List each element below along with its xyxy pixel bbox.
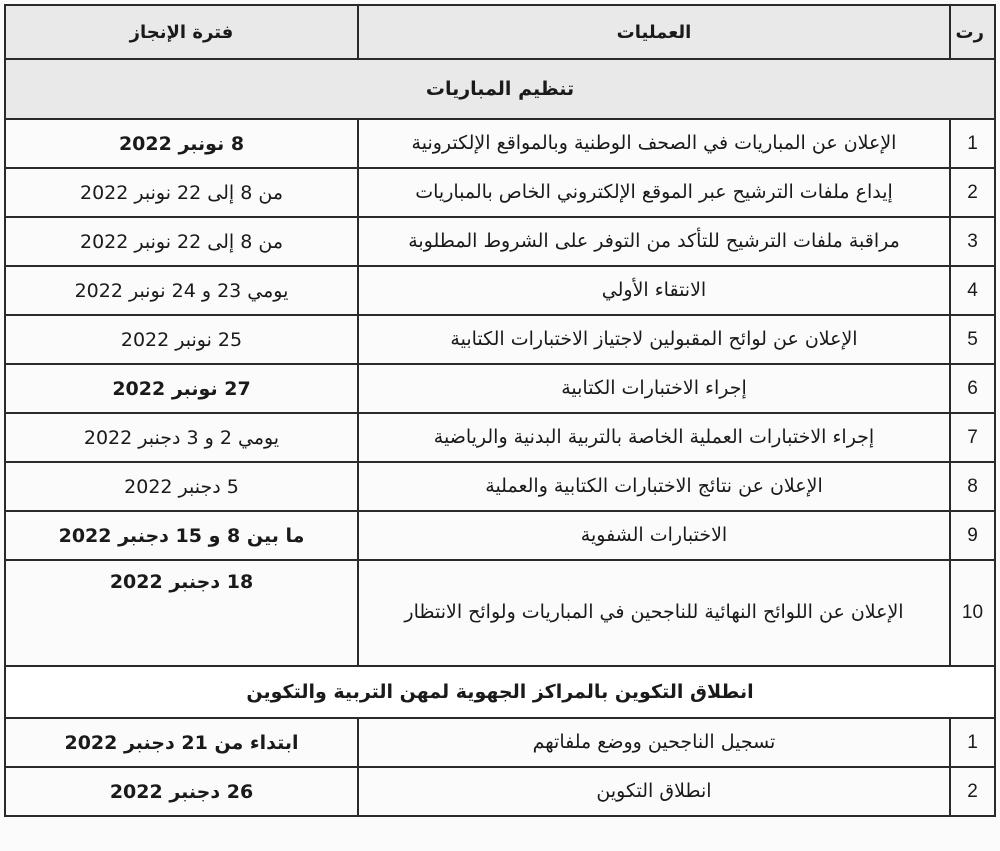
table-row: [5, 364, 995, 413]
section-title-row: [5, 59, 995, 119]
row-operation: تسجيل الناجحين ووضع ملفاتهم: [358, 718, 950, 767]
table-row: [5, 718, 995, 767]
table-row: [5, 217, 995, 266]
row-number: 8: [950, 462, 995, 511]
row-operation: إجراء الاختبارات العملية الخاصة بالتربية البدنية والرياضية: [358, 413, 950, 462]
table-row: [5, 119, 995, 168]
row-number: 10: [950, 560, 995, 666]
row-period: 18 دجنبر 2022: [5, 560, 358, 666]
section-title-row: [5, 666, 995, 718]
row-number: 9: [950, 511, 995, 560]
row-period: 5 دجنبر 2022: [5, 462, 358, 511]
row-period: يومي 2 و 3 دجنبر 2022: [5, 413, 358, 462]
header-operations: العمليات: [358, 5, 950, 59]
row-operation: الإعلان عن لوائح المقبولين لاجتياز الاختبارات الكتابية: [358, 315, 950, 364]
row-number: 3: [950, 217, 995, 266]
row-operation: الإعلان عن اللوائح النهائية للناجحين في المباريات ولوائح الانتظار: [358, 560, 950, 666]
row-operation: مراقبة ملفات الترشيح للتأكد من التوفر على الشروط المطلوبة: [358, 217, 950, 266]
table-row: [5, 511, 995, 560]
row-operation: انطلاق التكوين: [358, 767, 950, 816]
table-row: [5, 767, 995, 816]
table-row: [5, 168, 995, 217]
header-number: رت: [950, 5, 995, 59]
table-row: [5, 266, 995, 315]
row-operation: الإعلان عن نتائج الاختبارات الكتابية والعملية: [358, 462, 950, 511]
header-row: [5, 5, 995, 59]
table-row: [5, 315, 995, 364]
row-period: 26 دجنبر 2022: [5, 767, 358, 816]
header-period: فترة الإنجاز: [5, 5, 358, 59]
row-operation: إيداع ملفات الترشيح عبر الموقع الإلكتروني الخاص بالمباريات: [358, 168, 950, 217]
row-number: 5: [950, 315, 995, 364]
table-row: [5, 413, 995, 462]
row-period: 8 نونبر 2022: [5, 119, 358, 168]
row-period: ما بين 8 و 15 دجنبر 2022: [5, 511, 358, 560]
row-operation: الاختبارات الشفوية: [358, 511, 950, 560]
section-title: انطلاق التكوين بالمراكز الجهوية لمهن التربية والتكوين: [5, 666, 995, 718]
row-period: 27 نونبر 2022: [5, 364, 358, 413]
row-number: 1: [950, 119, 995, 168]
row-period: من 8 إلى 22 نونبر 2022: [5, 168, 358, 217]
row-period: 25 نونبر 2022: [5, 315, 358, 364]
table-row: [5, 560, 995, 666]
schedule-table: [4, 4, 996, 817]
row-period: يومي 23 و 24 نونبر 2022: [5, 266, 358, 315]
row-period: ابتداء من 21 دجنبر 2022: [5, 718, 358, 767]
row-number: 7: [950, 413, 995, 462]
row-operation: الإعلان عن المباريات في الصحف الوطنية وبالمواقع الإلكترونية: [358, 119, 950, 168]
row-number: 2: [950, 168, 995, 217]
row-number: 6: [950, 364, 995, 413]
row-number: 1: [950, 718, 995, 767]
row-operation: إجراء الاختبارات الكتابية: [358, 364, 950, 413]
table-row: [5, 462, 995, 511]
row-period: من 8 إلى 22 نونبر 2022: [5, 217, 358, 266]
section-title: تنظيم المباريات: [5, 59, 995, 119]
row-operation: الانتقاء الأولي: [358, 266, 950, 315]
row-number: 2: [950, 767, 995, 816]
row-number: 4: [950, 266, 995, 315]
